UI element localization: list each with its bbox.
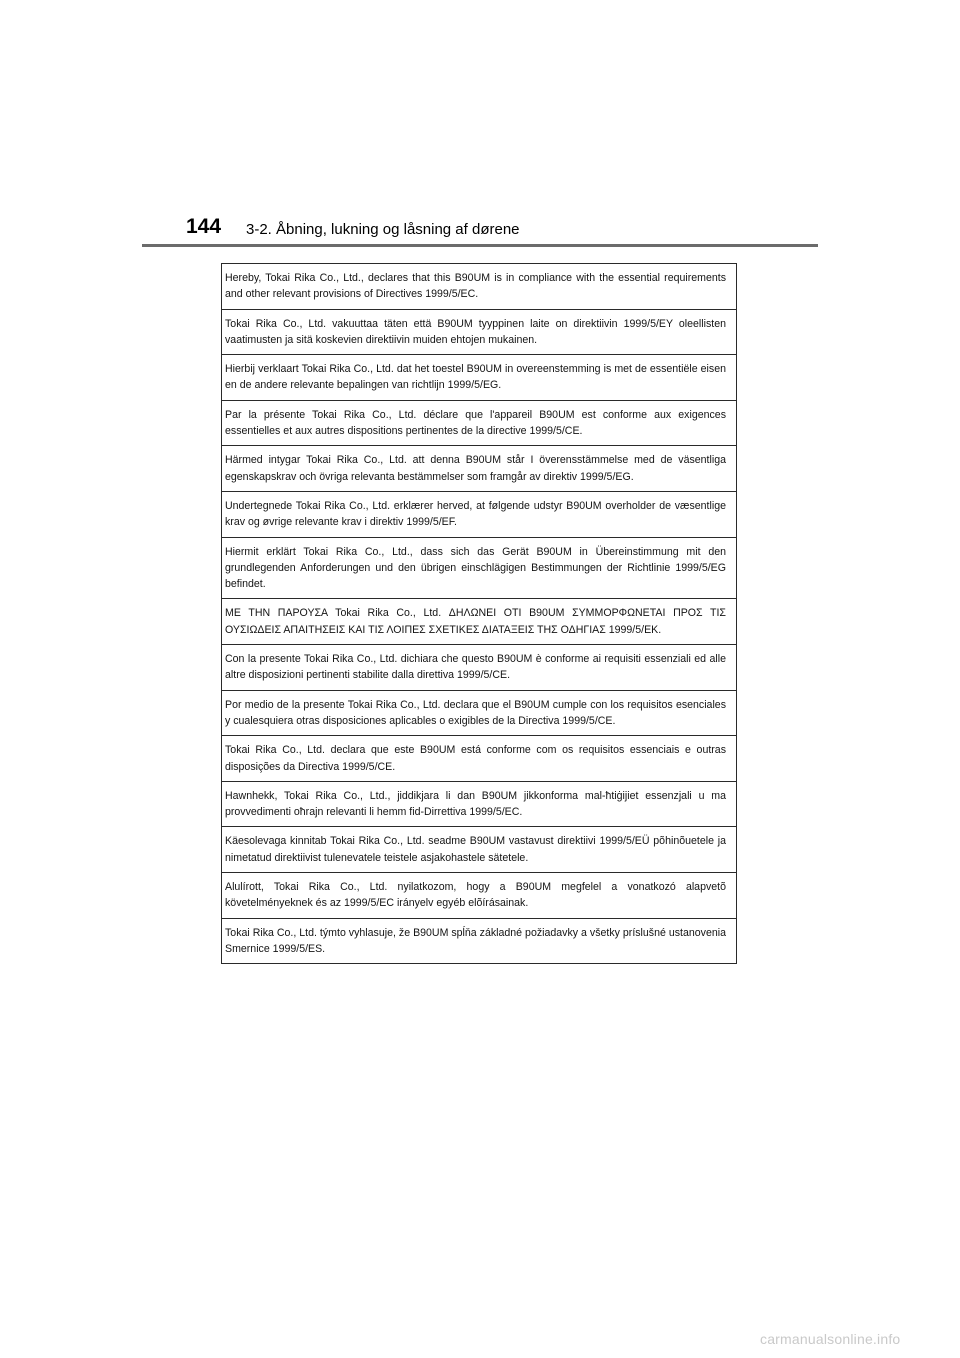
watermark: carmanualsonline.info (760, 1331, 901, 1347)
declaration-slovak: Tokai Rika Co., Ltd. týmto vyhlasuje, že B90UM spĺňa základné požiadavky a všetky príslušné ustanovenia Smernice 1999/5/ES. (225, 926, 726, 955)
page-header (0, 0, 960, 250)
page-number: 144 (186, 215, 222, 238)
declaration-english: Hereby, Tokai Rika Co., Ltd., declares that this B90UM is in compliance with the essential requirements and other relevant provisions of Directives 1999/5/EC. (222, 264, 736, 310)
declaration-spanish: Por medio de la presente Tokai Rika Co., Ltd. declara que el B90UM cumple con los requisitos esenciales y cualesquiera otras disposiciones aplicables o exigibles de la Directiva 1999/5/CE. (222, 691, 736, 737)
section-title: 3-2. Åbning, lukning og låsning af dørene (246, 221, 520, 238)
header-divider (142, 244, 818, 247)
declaration-italian: Con la presente Tokai Rika Co., Ltd. dichiara che questo B90UM è conforme ai requisiti essenziali ed alle altre disposizioni pertinenti stabilite dalla direttiva 1999/5/CE. (222, 645, 736, 691)
declaration-swedish: Härmed intygar Tokai Rika Co., Ltd. att denna B90UM står I överensstämmelse med de väsentliga egenskapskrav och övriga relevanta bestämmelser som framgår av direktiv 1999/5/EG. (222, 446, 736, 492)
declaration-hungarian: Alulírott, Tokai Rika Co., Ltd. nyilatkozom, hogy a B90UM megfelel a vonatkozó alapvetõ követelményeknek és az 1999/5/EC irányelv egyéb elõírásainak. (222, 873, 736, 919)
declaration-dutch: Hierbij verklaart Tokai Rika Co., Ltd. dat het toestel B90UM in overeenstemming is met de essentiële eisen en de andere relevante bepalingen van richtlijn 1999/5/EG. (222, 355, 736, 401)
declaration-german: Hiermit erklärt Tokai Rika Co., Ltd., dass sich das Gerät B90UM in Übereinstimmung mit den grundlegenden Anforderungen und den übrigen einschlägigen Bestimmungen der Richtlinie 1999/5/EG befindet. (222, 538, 736, 600)
declaration-finnish: Tokai Rika Co., Ltd. vakuuttaa täten että B90UM tyyppinen laite on direktiivin 1999/5/EY oleellisten vaatimusten ja sitä koskevien direktiivin muiden ehtojen mukainen. (222, 310, 736, 356)
declaration-portuguese: Tokai Rika Co., Ltd. declara que este B90UM está conforme com os requisitos essenciais e outras disposições da Directiva 1999/5/CE. (222, 736, 736, 782)
declaration-greek: ΜΕ ΤΗΝ ΠΑΡΟΥΣΑ Tokai Rika Co., Ltd. ΔΗΛΩΝΕΙ ΟΤΙ B90UM ΣΥΜΜΟΡΦΩΝΕΤΑΙ ΠΡΟΣ ΤΙΣ ΟΥΣΙΩΔΕΙΣ ΑΠΑΙΤΗΣΕΙΣ ΚΑΙ ΤΙΣ ΛΟΙΠΕΣ ΣΧΕΤΙΚΕΣ ΔΙΑΤΑΞΕΙΣ ΤΗΣ ΟΔΗΓΙΑΣ 1999/5/ΕΚ. (222, 599, 736, 645)
declaration-estonian: Käesolevaga kinnitab Tokai Rika Co., Ltd. seadme B90UM vastavust direktiivi 1999/5/EÜ põhinõuetele ja nimetatud direktiivist tulenevatele teistele asjakohastele sätetele. (222, 827, 736, 873)
declaration-french: Par la présente Tokai Rika Co., Ltd. déclare que l'appareil B90UM est conforme aux exigences essentielles et aux autres dispositions pertinentes de la directive 1999/5/CE. (222, 401, 736, 447)
declaration-maltese: Hawnhekk, Tokai Rika Co., Ltd., jiddikjara li dan B90UM jikkonforma mal-ħtiġijiet essenzjali u ma provvedimenti oħrajn relevanti li hemm fid-Dirrettiva 1999/5/EC. (222, 782, 736, 828)
declarations-table (221, 263, 737, 964)
declaration-danish: Undertegnede Tokai Rika Co., Ltd. erklærer herved, at følgende udstyr B90UM overholder de væsentlige krav og øvrige relevante krav i direktiv 1999/5/EF. (222, 492, 736, 538)
